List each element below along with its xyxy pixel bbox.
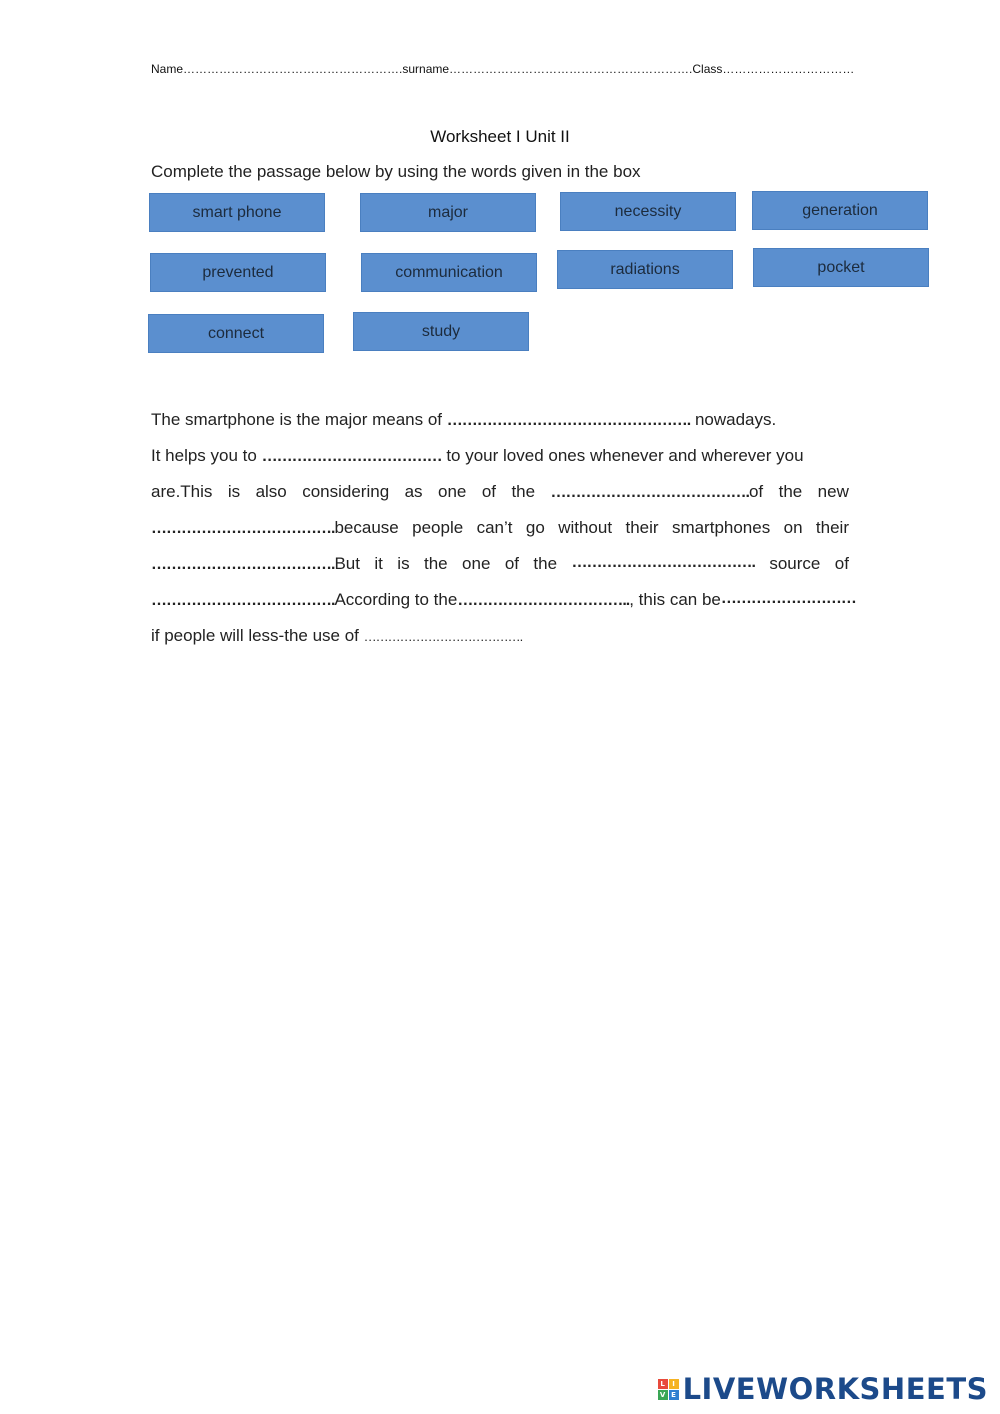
word-box-prevented[interactable]: prevented [150,253,326,292]
student-info-line: Name……………………………………………….surname…………………………………………………….Class…………………………… [151,62,855,76]
passage-line-6 [151,590,856,614]
passage-text: , this can be [629,590,721,609]
worksheet-title: Worksheet I Unit II [430,127,570,146]
passage-word: of [481,482,496,501]
passage-word: of [834,554,849,573]
passage-line-1 [151,410,849,434]
word-box-smart-phone[interactable]: smart phone [149,193,325,232]
passage-text: According to the [334,590,458,609]
passage-word: of [504,554,519,573]
passage-word: of [748,482,764,501]
passage-word: one [462,554,491,573]
passage-word: on [783,518,803,537]
passage-word: go [525,518,545,537]
passage-text: It helps you to [151,446,257,465]
word-box-radiations[interactable]: radiations [557,250,733,289]
passage-word: it [374,554,383,573]
passage-word: without [558,518,613,537]
blank-5[interactable]: ………………………………. [151,556,335,573]
logo-cubes-icon: L I V E [658,1379,679,1400]
passage-word: can’t [476,518,513,537]
passage-word: But [334,554,360,573]
word-box-study[interactable]: study [353,312,529,351]
passage-word: the [423,554,448,573]
passage-text: nowadays. [694,410,777,429]
passage-text: to your loved ones whenever and wherever you [446,446,804,465]
word-box-communication[interactable]: communication [361,253,537,292]
passage-line-2 [151,446,849,470]
blank-7[interactable]: ………………………………. [151,592,335,609]
blank-6[interactable]: ………………………………. [571,554,755,571]
blank-2[interactable]: ……………………………… [261,448,442,465]
blank-9[interactable]: ……………………… [720,590,856,607]
passage-line-4 [151,518,849,542]
passage-word: as [404,482,423,501]
blank-10[interactable]: …………………………………. [363,629,523,644]
blank-3[interactable]: …………………………………. [550,484,749,501]
passage-word: one [438,482,467,501]
word-box-generation[interactable]: generation [752,191,928,230]
passage-text: The smartphone is the major means of [151,410,443,429]
passage-line-7 [151,626,849,650]
word-box-connect[interactable]: connect [148,314,324,353]
passage-word: also [255,482,287,501]
passage-word: the [533,554,558,573]
passage-word: are.This [151,482,213,501]
instruction-text: Complete the passage below by using the words given in the box [151,162,641,181]
passage-word: is [397,554,410,573]
passage-line-3 [151,482,849,506]
blank-8[interactable]: …………………………….. [457,592,630,609]
passage-word: source [769,554,821,573]
passage-line-5 [151,554,849,578]
passage-word: their [815,518,849,537]
passage-text: if people will less-the use of [151,626,359,645]
passage-word: their [625,518,659,537]
passage-word: smartphones [671,518,771,537]
liveworksheets-logo[interactable] [658,1372,988,1406]
blank-1[interactable]: …………………………………………. [446,412,691,429]
passage-word: the [511,482,536,501]
blank-4[interactable]: ………………………………. [151,520,335,537]
passage-word: people [412,518,464,537]
word-box-pocket[interactable]: pocket [753,248,929,287]
word-box-major[interactable]: major [360,193,536,232]
passage-word: new [817,482,849,501]
passage-word: is [227,482,241,501]
logo-text: LIVEWORKSHEETS [682,1372,988,1406]
word-box-necessity[interactable]: necessity [560,192,736,231]
passage-word: the [778,482,803,501]
passage-word: considering [302,482,390,501]
passage-word: because [334,518,399,537]
